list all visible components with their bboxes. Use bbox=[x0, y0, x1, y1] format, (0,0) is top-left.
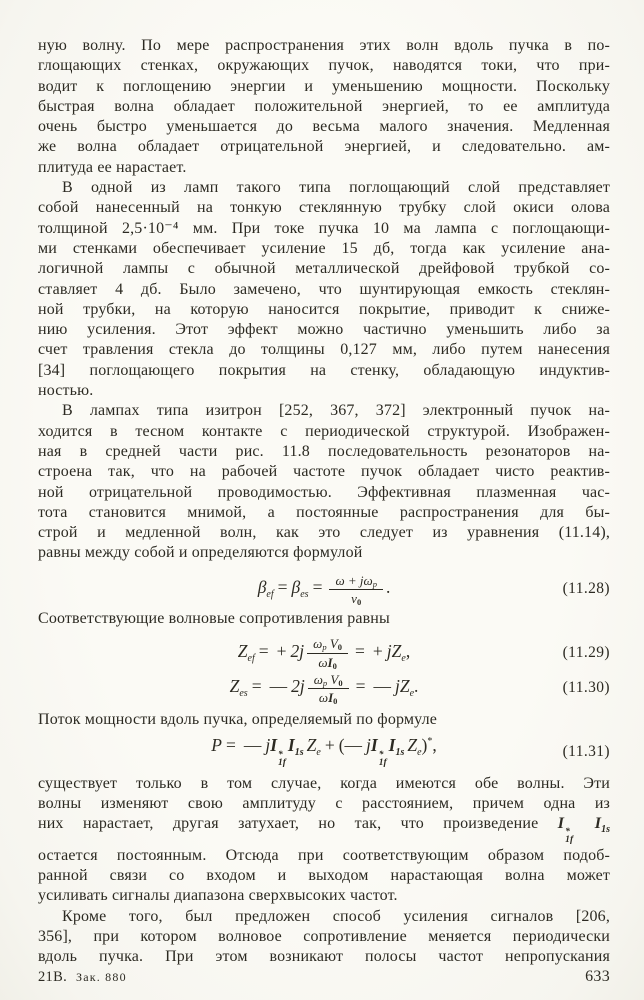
text-line: логичной лампы с обычной металлической дрейфовой трубкой со- bbox=[38, 260, 610, 278]
paragraph-5 bbox=[38, 907, 610, 968]
text-line: тота становится мнимой, а постоянные распространения для бы- bbox=[38, 503, 610, 521]
equation-11-28 bbox=[38, 573, 610, 606]
text-line: остается постоянным. Отсюда при соответствующим образом подоб- bbox=[38, 846, 610, 864]
text-line: ставляет 4 дб. Было замечено, что шунтирующая емкость стеклян- bbox=[38, 280, 610, 298]
formula-Zes: $Z_{es}$ = — 2j $\frac{\omega_p V_0}{\omega I_0}$ = — $jZ_e$. bbox=[229, 671, 419, 707]
equation-11-31 bbox=[38, 735, 610, 769]
text-line: строй и медленной волн, как это следует из уравнения (11.14), bbox=[38, 524, 610, 542]
paragraph-2 bbox=[38, 178, 610, 401]
text-line: счет травления стекла до толщины 0,127 мм, либо путем нанесения bbox=[38, 341, 610, 359]
signature-mark: 21В. bbox=[38, 968, 67, 985]
text-line: ранной связи со входом и выходом нарастающая волна может bbox=[38, 867, 610, 885]
paragraph-1 bbox=[38, 36, 610, 178]
text-line: нию усиления. Этот эффект можно частично уменьшить либо за bbox=[38, 321, 610, 339]
current-I1f: I * 1f bbox=[370, 735, 387, 769]
text-line: существует только в том случае, когда имеются обе волны. Эти bbox=[38, 774, 610, 792]
current-I1s: $I_{1s}$ bbox=[594, 815, 610, 836]
equation-11-30 bbox=[38, 672, 610, 705]
text-line: строена так, что на рабочей частоте пучок обладает чисто реактив- bbox=[38, 463, 610, 481]
paragraph-3 bbox=[38, 401, 610, 563]
text-line: них нарастает, другая затухает, но так, что произведение I * 1f $I_{1s}$ bbox=[38, 815, 610, 846]
text-line: водит к поглощению энергии и уменьшению мощности. Поскольку bbox=[38, 77, 610, 95]
text-line: усиливать сигналы диапазона сверхвысоких частот. bbox=[38, 887, 398, 905]
text-line: очень быстро уменьшается до весьма малого значения. Медленная bbox=[38, 118, 610, 136]
current-I1s: $I_{1s}$ bbox=[287, 735, 304, 759]
page-body bbox=[38, 36, 610, 968]
formula-power: P = — jI * 1f $I_{1s}$ $Z_e$ + (— jI * 1f $I_{1s}$ $Z_e)^*$, bbox=[211, 735, 437, 769]
text-line: ная в средней части рис. 11.8 последовательность резонаторов на- bbox=[38, 442, 610, 460]
page-number: 633 bbox=[585, 967, 610, 985]
text-line: вдоль пучка. При этом возникают полосы частот непропускания bbox=[38, 948, 610, 966]
current-I1f: I * 1f bbox=[270, 735, 286, 769]
current-I1f: I * 1f bbox=[557, 815, 574, 846]
text-line: быстрая волна обладает положительной энергией, то ее амплитуда bbox=[38, 97, 610, 115]
equation-number: (11.29) bbox=[562, 643, 610, 661]
text-line: Соответствующие волновые сопротивления равны bbox=[38, 610, 390, 627]
text-line: [34] поглощающего покрытия на стенку, обладающую индуктив- bbox=[38, 361, 610, 379]
fraction: $\frac{\omega_p V_0}{\omega I_0}$ bbox=[308, 672, 349, 705]
page-footer bbox=[38, 968, 610, 986]
text-line: ной отрицательной проводимостью. Эффективная плазменная час- bbox=[38, 483, 610, 501]
paragraph-4 bbox=[38, 774, 610, 907]
text-line: ной трубки, на которую наносится покрытие, приводит к сниже- bbox=[38, 300, 610, 318]
text-line: ходится в тесном контакте с периодической структурой. Изображен- bbox=[38, 422, 610, 440]
text-line: ми стенками обеспечивает усиление 15 дб, тогда как усиление ана- bbox=[38, 239, 610, 257]
equation-number: (11.30) bbox=[562, 679, 610, 697]
print-order-number: Зак. 880 bbox=[76, 969, 127, 984]
fraction: $\frac{\omega_p V_0}{\omega I_0}$ bbox=[307, 636, 348, 669]
formula-Zef: $Z_{ef}$ = + 2j $\frac{\omega_p V_0}{\omega I_0}$ = + $jZ_e$, bbox=[237, 636, 411, 671]
text-line: В одной из ламп такого типа поглощающий слой представляет bbox=[62, 179, 610, 197]
text-line: волны изменяют свою амплитуду с расстоянием, причем одна из bbox=[38, 794, 610, 812]
current-I1s: $I_{1s}$ bbox=[388, 735, 405, 759]
text-line: толщиной 2,5·10⁻⁴ мм. При токе пучка 10 ма лампа с поглощающи- bbox=[38, 219, 610, 237]
fraction: $\frac{\omega + j\omega_p}{v_0}$ bbox=[329, 573, 383, 606]
text-line: Кроме того, был предложен способ усиления сигналов [206, bbox=[62, 907, 610, 925]
equation-number: (11.28) bbox=[562, 580, 610, 598]
text-line: ную волну. По мере распространения этих волн вдоль пучка в по- bbox=[38, 37, 610, 54]
equation-number: (11.31) bbox=[562, 742, 610, 760]
text-line: В лампах типа изитрон [252, 367, 372] электронный пучок на- bbox=[62, 402, 610, 420]
text-line: 356], при котором волновое сопротивление меняется периодически bbox=[38, 927, 610, 945]
text-line: глощающих стенках, окружающих пучок, наводятся токи, что при- bbox=[38, 57, 610, 75]
text-line: ностью. bbox=[38, 382, 94, 400]
text-line: собой нанесенный на тонкую стеклянную трубку слой окиси олова bbox=[38, 199, 610, 217]
formula-beta: $\beta_{ef} = \beta_{es}$ = $\frac{\omega + j\omega_p}{v_0}$ . bbox=[257, 572, 391, 608]
equation-11-29 bbox=[38, 636, 610, 669]
text-line: Поток мощности вдоль пучка, определяемый по формуле bbox=[38, 710, 437, 728]
text-line: равны между собой и определяются формулой bbox=[38, 544, 363, 562]
text-line: же волна обладает отрицательной энергией, и следовательно. ам- bbox=[38, 138, 610, 156]
text-line: плитуда ее нарастает. bbox=[38, 158, 187, 176]
